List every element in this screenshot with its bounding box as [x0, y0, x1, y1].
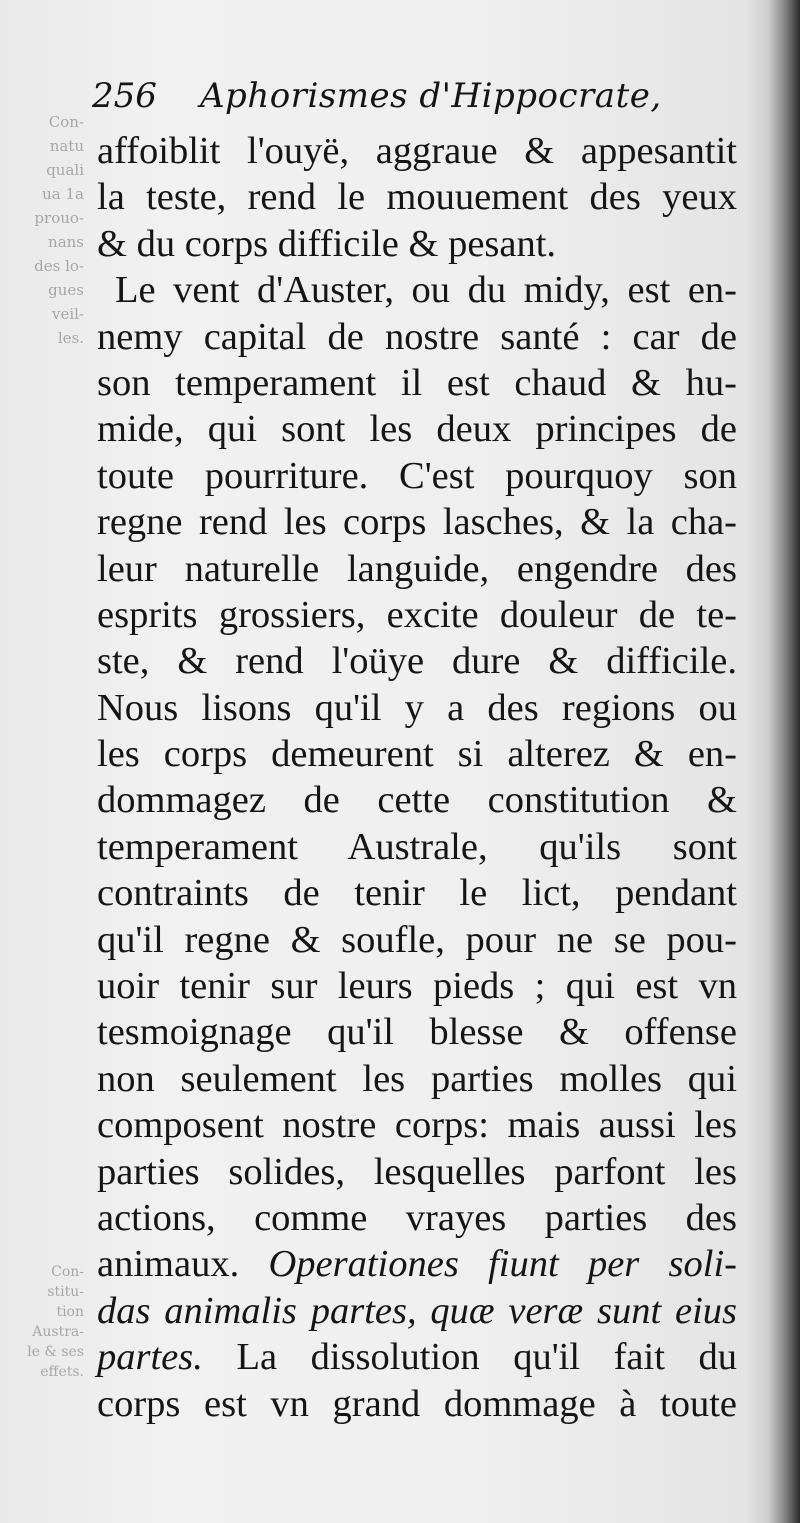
text-line: ste, & rend l'oüye dure & difficile.	[97, 640, 737, 683]
bleed-through-margin-note-bottom: Con- stitu- tion Austra- le & ses effets.	[27, 1264, 84, 1380]
text-line: actions, comme vrayes parties des	[97, 1196, 737, 1239]
text-line: uoir tenir sur leurs pieds ; qui est vn	[97, 965, 737, 1008]
latin-quotation: partes.	[97, 1336, 203, 1379]
text-line: non seulement les parties molles qui	[97, 1057, 737, 1100]
text-line	[97, 1241, 737, 1287]
text-line: temperament Australe, qu'ils sont	[97, 825, 737, 868]
text-line: dommagez de cette constitution &	[97, 779, 737, 822]
text-line	[97, 1288, 737, 1334]
text-line	[97, 1334, 737, 1380]
text-line: nemy capital de nostre santé : car de	[97, 315, 737, 358]
latin-quotation: das animalis partes, quæ veræ sunt eius	[97, 1289, 737, 1332]
text-fragment-roman: La dissolution qu'il fait du	[202, 1336, 737, 1379]
text-line: esprits grossiers, excite douleur de te-	[97, 593, 737, 636]
text-line: regne rend les corps lasches, & la cha-	[97, 501, 737, 544]
page-header	[92, 76, 752, 126]
text-line: Nous lisons qu'il y a des regions ou	[97, 686, 737, 729]
text-line: tesmoignage qu'il blesse & offense	[97, 1011, 737, 1054]
bleed-through-margin-note-top: Con- natu quali ua 1a prouo- nans des lo- gues veil- les.	[34, 113, 84, 347]
text-line: qu'il regne & soufle, pour ne se pou-	[97, 918, 737, 961]
text-line: son temperament il est chaud & hu-	[97, 361, 737, 404]
text-line: les corps demeurent si alterez & en-	[97, 733, 737, 776]
text-line: affoiblit l'ouyë, aggraue & appesantit	[97, 130, 737, 172]
text-fragment-roman: animaux.	[97, 1243, 269, 1286]
text-line: parties solides, lesquelles parfont les	[97, 1150, 737, 1193]
text-line: la teste, rend le mouuement des yeux	[97, 176, 737, 219]
text-line: contraints de tenir le lict, pendant	[97, 872, 737, 915]
latin-quotation: Operationes fiunt per soli-	[268, 1243, 737, 1286]
text-line: leur naturelle languide, engendre des	[97, 547, 737, 590]
page-number: 256	[92, 76, 157, 116]
text-line: Le vent d'Auster, ou du midy, est en-	[115, 269, 737, 312]
text-line: & du corps difficile & pesant.	[97, 222, 557, 265]
body-text	[97, 128, 737, 1427]
text-line: mide, qui sont les deux principes de	[97, 408, 737, 451]
text-line: toute pourriture. C'est pourquoy son	[97, 454, 737, 497]
running-title: Aphorismes d'Hippocrate,	[200, 76, 662, 116]
text-line: composent nostre corps: mais aussi les	[97, 1104, 737, 1147]
text-line: corps est vn grand dommage à toute	[97, 1382, 737, 1425]
